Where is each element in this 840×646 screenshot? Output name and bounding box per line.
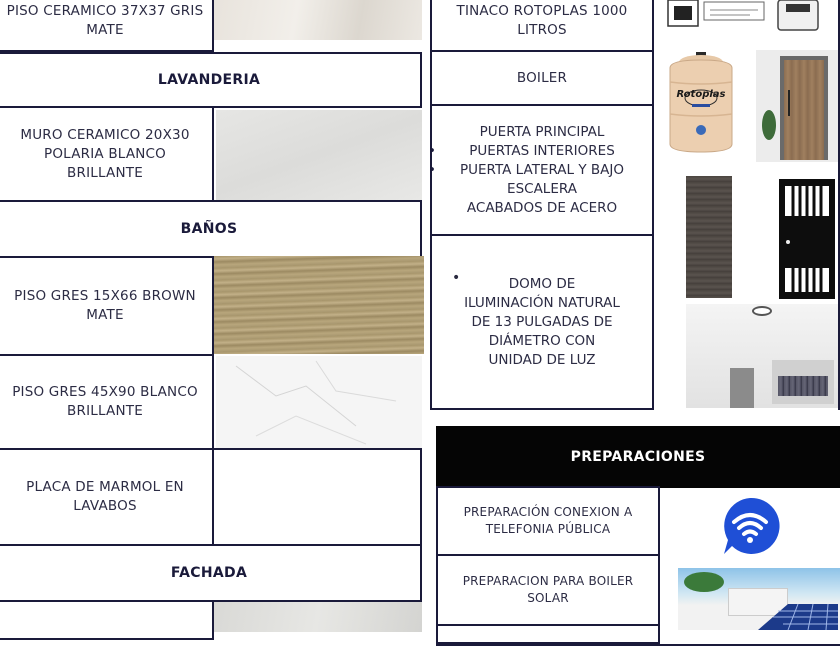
boiler-illustration: [660, 0, 830, 34]
marmol-swatch-empty: [212, 448, 422, 546]
row-gres-blanco-text: PISO GRES 45X90 BLANCO BRILLANTE: [12, 384, 198, 419]
row-muro-label: [0, 106, 214, 202]
rotoplas-tank: [666, 52, 738, 154]
gris-mate-swatch: [214, 0, 422, 40]
row-piso-ceramico-text: PISO CERAMICO 37X37 GRIS MATE: [6, 3, 204, 38]
brown-mate-swatch: [214, 256, 424, 354]
door-wood: [784, 60, 824, 160]
plant: [762, 110, 776, 140]
domo-bullet: •: [452, 270, 461, 286]
row-tinaco-label: [430, 0, 654, 52]
row-gres-blanco-label: [0, 354, 214, 450]
door-handle: [788, 90, 790, 116]
row-telefonia-label: [436, 486, 660, 556]
row-domo: [430, 234, 654, 410]
rotoplas-logo-text: Rotoplas: [676, 89, 726, 100]
section-header-fachada: [0, 544, 422, 602]
dome-light: [752, 306, 772, 316]
domo-room-photo: [686, 304, 838, 408]
domo-text: DOMO DE ILUMINACIÓN NATURAL DE 13 PULGADAS DE DIÁMETRO CON UNIDAD DE LUZ: [464, 275, 620, 368]
banos-title: BAÑOS: [180, 221, 238, 237]
row-puertas: [430, 104, 654, 236]
preparaciones-title: PREPARACIONES: [570, 449, 706, 465]
fachada-title: FACHADA: [170, 565, 248, 581]
fachada-swatch: [214, 602, 422, 632]
lavanderia-title: LAVANDERIA: [157, 72, 261, 88]
blanco-brillante-swatch: [216, 356, 422, 448]
puerta-lateral: • PUERTA LATERAL Y BAJO ESCALERA: [432, 161, 652, 199]
row-muro-text: MURO CERAMICO 20X30 POLARIA BLANCO BRILLANTE: [20, 126, 190, 181]
puertas-interiores: • PUERTAS INTERIORES: [432, 142, 652, 161]
row-telefonia-text: PREPARACIÓN CONEXION A TELEFONIA PÚBLICA: [463, 505, 633, 536]
wifi-chat-icon: [718, 494, 782, 558]
row-marmol-text: PLACA DE MARMOL EN LAVABOS: [26, 479, 184, 514]
room-doorway: [730, 368, 754, 408]
row-fachada-label: [0, 600, 214, 640]
solar-panels-photo: [678, 568, 840, 630]
row-gres-brown-label: [0, 256, 214, 356]
row-piso-ceramico-label: [0, 0, 214, 52]
preparaciones-header: [436, 426, 840, 488]
interior-door-image: [686, 176, 732, 298]
palm-trees: [684, 572, 724, 592]
row-boiler-text: BOILER: [516, 69, 568, 86]
front-door-photo: [756, 50, 838, 162]
row-boiler-label: [430, 50, 654, 106]
row-next-label: [436, 624, 660, 644]
steel-door-image: [778, 178, 836, 300]
puertas-list: [432, 123, 652, 218]
clothes: [778, 376, 828, 396]
row-boiler-solar-text: PREPARACION PARA BOILER SOLAR: [462, 574, 634, 605]
polaria-swatch: [216, 110, 422, 200]
row-marmol-label: [0, 448, 214, 546]
row-boiler-solar-label: [436, 554, 660, 626]
acabados-acero: ACABADOS DE ACERO: [466, 199, 618, 216]
section-header-lavanderia: [0, 52, 422, 108]
marble-veins: [216, 356, 422, 448]
solar-panel-graphic: [738, 596, 840, 630]
row-gres-brown-text: PISO GRES 15X66 BROWN MATE: [14, 288, 196, 323]
row-tinaco-text: TINACO ROTOPLAS 1000 LITROS: [456, 3, 628, 38]
section-header-banos: [0, 200, 422, 258]
puerta-principal: PUERTA PRINCIPAL: [479, 123, 605, 140]
